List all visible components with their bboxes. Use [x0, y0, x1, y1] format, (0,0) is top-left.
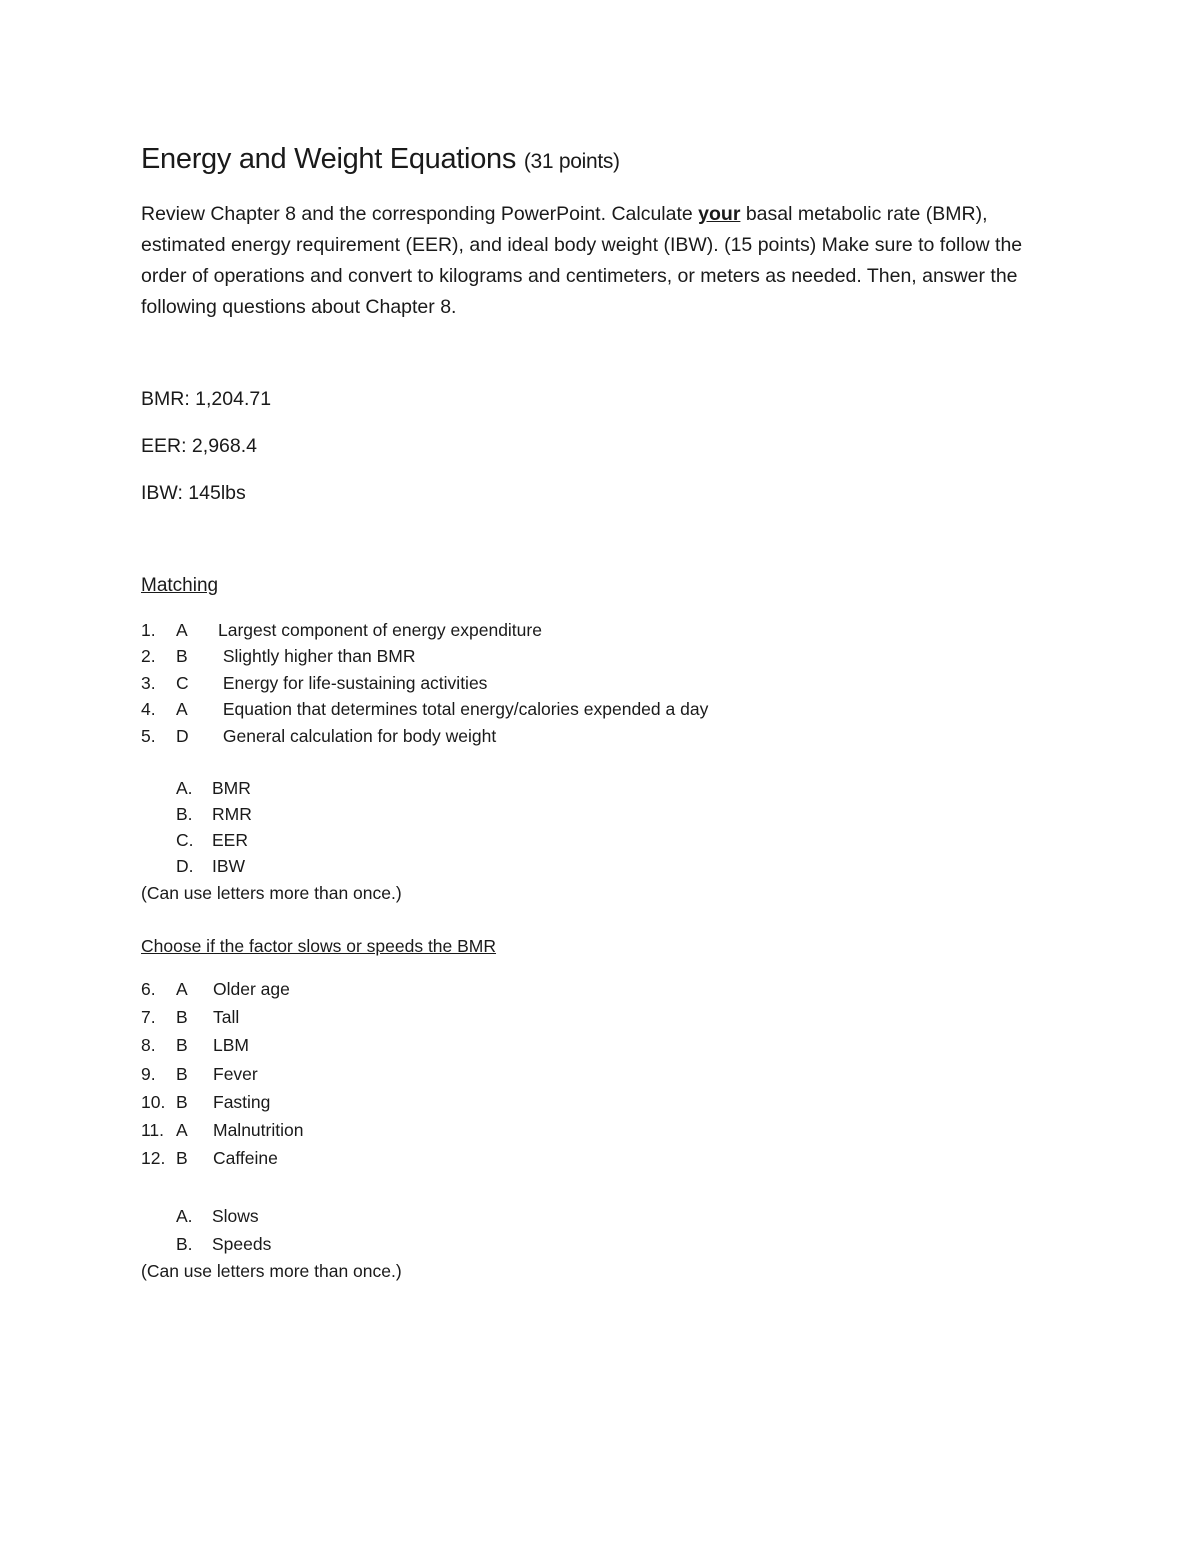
- option-letter: C.: [176, 829, 194, 850]
- list-item: [141, 644, 708, 671]
- option-item: [176, 853, 252, 879]
- factors-heading: Choose if the factor slows or speeds the BMR: [141, 936, 497, 956]
- item-answer: A: [176, 1120, 188, 1141]
- item-text: Slightly higher than BMR: [218, 646, 416, 667]
- item-text: General calculation for body weight: [218, 725, 497, 746]
- item-text: Caffeine: [213, 1148, 278, 1169]
- intro-paragraph: [141, 199, 1051, 323]
- item-answer: D: [176, 725, 189, 746]
- item-text: Equation that determines total energy/calories expended a day: [218, 699, 709, 720]
- item-text: Energy for life-sustaining activities: [218, 672, 488, 693]
- option-letter: A.: [176, 777, 193, 798]
- matching-note: (Can use letters more than once.): [141, 883, 402, 903]
- option-item: [176, 1230, 271, 1258]
- option-text: EER: [212, 829, 248, 850]
- title-text: Energy and Weight Equations: [141, 143, 517, 175]
- option-text: RMR: [212, 803, 252, 824]
- option-letter: A.: [176, 1205, 193, 1226]
- matching-list: [141, 617, 708, 750]
- list-item: [141, 723, 708, 750]
- option-text: Slows: [212, 1205, 259, 1226]
- item-text: LBM: [213, 1035, 249, 1056]
- factors-options: [176, 1202, 271, 1259]
- item-answer: B: [176, 1035, 188, 1056]
- item-answer: B: [176, 646, 188, 667]
- option-text: BMR: [212, 777, 251, 798]
- item-number: 7.: [141, 1006, 156, 1027]
- page-title: [141, 143, 620, 176]
- option-item: [176, 827, 252, 853]
- item-answer: C: [176, 672, 189, 693]
- list-item: [141, 1116, 303, 1144]
- eer-result: EER: 2,968.4: [141, 435, 257, 457]
- intro-part2: basal metabolic rate (BMR), estimated energy requirement (EER), and ideal body weight (IBW). (15 points) Make sure to follow the order of operations and convert to kilograms and centimeters, or meters as needed. Then, answer the following questions about Chapter 8.: [141, 203, 1023, 318]
- list-item: [141, 1003, 303, 1031]
- item-text: Fever: [213, 1063, 258, 1084]
- factors-list: [141, 975, 303, 1173]
- list-item: [141, 1032, 303, 1060]
- intro-part1: Review Chapter 8 and the corresponding PowerPoint. Calculate: [141, 203, 699, 225]
- option-letter: D.: [176, 855, 194, 876]
- matching-options: [176, 775, 252, 879]
- factors-note: (Can use letters more than once.): [141, 1261, 402, 1281]
- item-number: 1.: [141, 619, 156, 640]
- item-number: 9.: [141, 1063, 156, 1084]
- item-answer: B: [176, 1091, 188, 1112]
- title-points: (31 points): [523, 150, 620, 173]
- option-letter: B.: [176, 803, 193, 824]
- list-item: [141, 1088, 303, 1116]
- item-number: 3.: [141, 672, 156, 693]
- option-text: Speeds: [212, 1233, 272, 1254]
- list-item: [141, 1145, 303, 1173]
- intro-emphasis: your: [698, 203, 741, 225]
- item-number: 8.: [141, 1035, 156, 1056]
- matching-heading: Matching: [141, 575, 219, 596]
- bmr-result: BMR: 1,204.71: [141, 388, 272, 410]
- list-item: [141, 975, 303, 1003]
- option-item: [176, 801, 252, 827]
- list-item: [141, 1060, 303, 1088]
- option-item: [176, 1202, 271, 1230]
- item-number: 2.: [141, 646, 156, 667]
- item-answer: A: [176, 619, 188, 640]
- item-text: Tall: [213, 1006, 240, 1027]
- item-answer: B: [176, 1063, 188, 1084]
- item-number: 4.: [141, 699, 156, 720]
- item-answer: A: [176, 978, 188, 999]
- option-item: [176, 775, 252, 801]
- list-item: [141, 697, 708, 724]
- item-number: 11.: [141, 1120, 165, 1141]
- item-answer: A: [176, 699, 188, 720]
- item-answer: B: [176, 1006, 188, 1027]
- item-number: 12.: [141, 1148, 166, 1169]
- ibw-result: IBW: 145lbs: [141, 482, 246, 504]
- item-text: Largest component of energy expenditure: [218, 619, 542, 640]
- item-text: Fasting: [213, 1091, 271, 1112]
- option-text: IBW: [212, 855, 246, 876]
- item-text: Malnutrition: [213, 1120, 304, 1141]
- option-letter: B.: [176, 1233, 193, 1254]
- list-item: [141, 617, 708, 644]
- item-text: Older age: [213, 978, 290, 999]
- list-item: [141, 670, 708, 697]
- item-number: 5.: [141, 725, 156, 746]
- item-answer: B: [176, 1148, 188, 1169]
- item-number: 6.: [141, 978, 156, 999]
- item-number: 10.: [141, 1091, 166, 1112]
